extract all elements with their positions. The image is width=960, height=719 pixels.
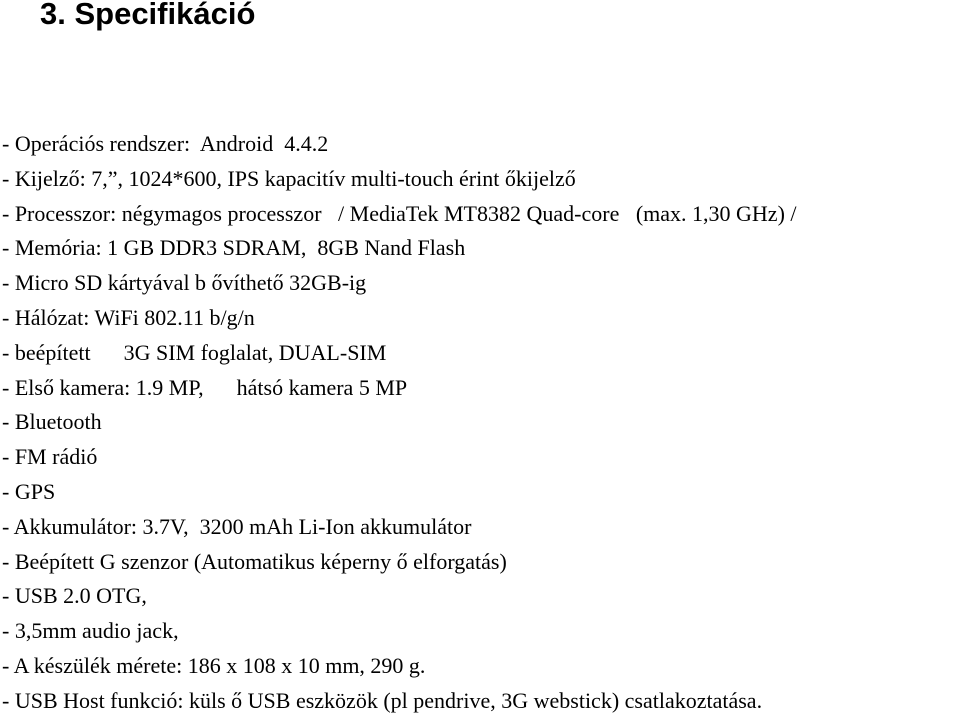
section-heading: 3. Specifikáció: [40, 0, 256, 31]
spec-item-sim: - beépített 3G SIM foglalat, DUAL-SIM: [2, 339, 387, 365]
spec-item-camera: - Első kamera: 1.9 MP, hátsó kamera 5 MP: [2, 374, 408, 400]
spec-item-usb-otg: - USB 2.0 OTG,: [2, 583, 147, 609]
spec-item-microsd: - Micro SD kártyával b ővíthető 32GB-ig: [2, 270, 367, 296]
spec-item-display: - Kijelző: 7,”, 1024*600, IPS kapacitív multi-touch érint őkijelző: [2, 165, 576, 191]
spec-item-audio-jack: - 3,5mm audio jack,: [2, 618, 179, 644]
spec-item-usb-host: - USB Host funkció: küls ő USB eszközök (pl pendrive, 3G webstick) csatlakoztatása.: [2, 687, 763, 713]
spec-item-gps: - GPS: [2, 478, 56, 504]
spec-item-bluetooth: - Bluetooth: [2, 409, 102, 435]
spec-item-fm-radio: - FM rádió: [2, 444, 98, 470]
spec-item-battery: - Akkumulátor: 3.7V, 3200 mAh Li-Ion akkumulátor: [2, 513, 472, 539]
spec-item-memory: - Memória: 1 GB DDR3 SDRAM, 8GB Nand Flash: [2, 235, 466, 261]
spec-list: [2, 127, 797, 719]
spec-item-g-sensor: - Beépített G szenzor (Automatikus képerny ő elforgatás): [2, 548, 507, 574]
spec-item-network: - Hálózat: WiFi 802.11 b/g/n: [2, 304, 255, 330]
spec-item-dimensions: - A készülék mérete: 186 x 108 x 10 mm, 290 g.: [2, 652, 426, 678]
spec-item-os: - Operációs rendszer: Android 4.4.2: [2, 131, 329, 156]
spec-item-processor: - Processzor: négymagos processzor / MediaTek MT8382 Quad-core (max. 1,30 GHz) /: [2, 200, 797, 226]
